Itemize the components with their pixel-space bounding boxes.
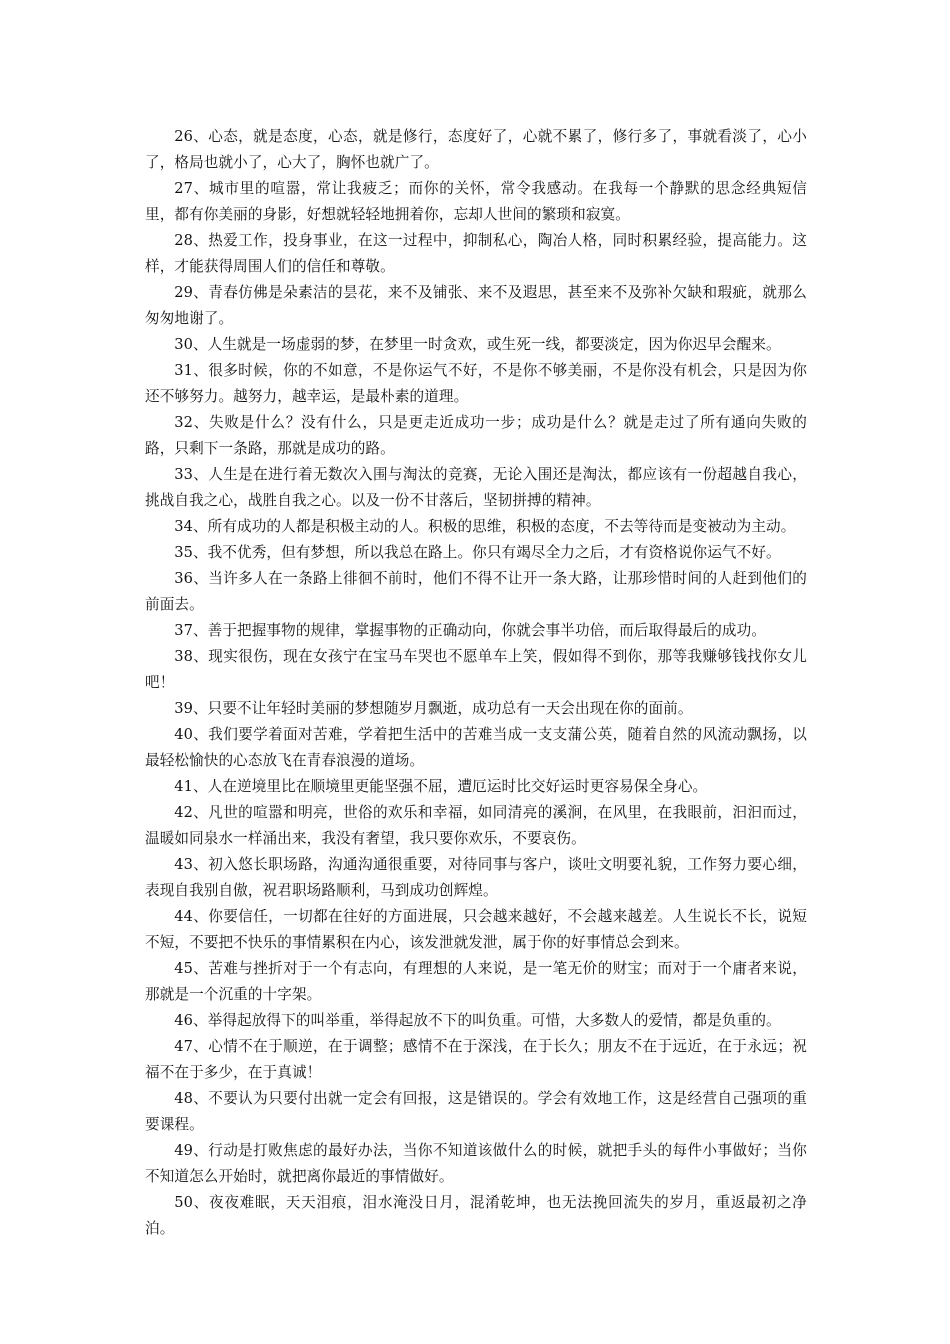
paragraph-47: 47、心情不在于顺逆，在于调整；感情不在于深浅，在于长久；朋友不在于远近，在于永远；祝福不在于多少，在于真诚！ bbox=[145, 1038, 807, 1081]
paragraph-50: 50、夜夜难眠，天天泪痕，泪水淹没日月，混淆乾坤，也无法挽回流失的岁月，重返最初之净泊。 bbox=[145, 1194, 807, 1237]
paragraph-33: 33、人生是在进行着无数次入围与淘汰的竞赛，无论入围还是淘汰，都应该有一份超越自我心，挑战自我之心，战胜自我之心。以及一份不甘落后，坚韧拼搏的精神。 bbox=[145, 466, 807, 509]
paragraph-26: 26、心态，就是态度，心态，就是修行，态度好了，心就不累了，修行多了，事就看淡了，心小了，格局也就小了，心大了，胸怀也就广了。 bbox=[145, 128, 807, 171]
paragraph-48: 48、不要认为只要付出就一定会有回报，这是错误的。学会有效地工作，这是经营自己强项的重要课程。 bbox=[145, 1090, 807, 1133]
paragraph-32: 32、失败是什么？没有什么，只是更走近成功一步；成功是什么？就是走过了所有通向失败的路，只剩下一条路，那就是成功的路。 bbox=[145, 414, 807, 457]
paragraph-40: 40、我们要学着面对苦难，学着把生活中的苦难当成一支支蒲公英，随着自然的风流动飘扬，以最轻松愉快的心态放飞在青春浪漫的道场。 bbox=[145, 726, 807, 769]
paragraph-46: 46、举得起放得下的叫举重，举得起放不下的叫负重。可惜，大多数人的爱情，都是负重的。 bbox=[174, 1012, 781, 1029]
paragraph-45: 45、苦难与挫折对于一个有志向，有理想的人来说，是一笔无价的财宝；而对于一个庸者来说，那就是一个沉重的十字架。 bbox=[145, 960, 807, 1003]
paragraph-42: 42、凡世的喧嚣和明亮，世俗的欢乐和幸福，如同清亮的溪涧，在风里，在我眼前，汩汩而过，温暖如同泉水一样涌出来，我没有奢望，我只要你欢乐，不要哀伤。 bbox=[145, 804, 807, 847]
paragraph-39: 39、只要不让年轻时美丽的梦想随岁月飘逝，成功总有一天会出现在你的面前。 bbox=[174, 700, 693, 717]
paragraph-27: 27、城市里的喧嚣，常让我疲乏；而你的关怀，常令我感动。在我每一个静默的思念经典短信里，都有你美丽的身影，好想就轻轻地拥着你，忘却人世间的繁琐和寂寞。 bbox=[145, 180, 807, 223]
paragraph-28: 28、热爱工作，投身事业，在这一过程中，抑制私心，陶冶人格，同时积累经验，提高能力。这样，才能获得周围人们的信任和尊敬。 bbox=[145, 232, 807, 275]
paragraph-37: 37、善于把握事物的规律，掌握事物的正确动向，你就会事半功倍，而后取得最后的成功。 bbox=[174, 622, 767, 639]
paragraph-38: 38、现实很伤，现在女孩宁在宝马车哭也不愿单车上笑，假如得不到你，那等我赚够钱找你女儿吧！ bbox=[145, 648, 807, 691]
paragraph-43: 43、初入悠长职场路，沟通沟通很重要，对待同事与客户，谈吐文明要礼貌，工作努力要心细，表现自我别自傲，祝君职场路顺利，马到成功创辉煌。 bbox=[145, 856, 807, 899]
paragraph-30: 30、人生就是一场虚弱的梦，在梦里一时贪欢，或生死一线，都要淡定，因为你迟早会醒来。 bbox=[174, 336, 781, 353]
paragraph-44: 44、你要信任，一切都在往好的方面进展，只会越来越好，不会越来越差。人生说长不长，说短不短，不要把不快乐的事情累积在内心，该发泄就发泄，属于你的好事情总会到来。 bbox=[145, 908, 807, 951]
paragraph-49: 49、行动是打败焦虑的最好办法，当你不知道该做什么的时候，就把手头的每件小事做好；当你不知道怎么开始时，就把离你最近的事情做好。 bbox=[145, 1142, 807, 1185]
paragraph-29: 29、青春仿佛是朵素洁的昙花，来不及铺张、来不及遐思，甚至来不及弥补欠缺和瑕疵，就那么匆匆地谢了。 bbox=[145, 284, 807, 327]
paragraph-35: 35、我不优秀，但有梦想，所以我总在路上。你只有竭尽全力之后，才有资格说你运气不好。 bbox=[174, 544, 781, 561]
paragraph-31: 31、很多时候，你的不如意，不是你运气不好，不是你不够美丽，不是你没有机会，只是因为你还不够努力。越努力，越幸运，是最朴素的道理。 bbox=[145, 362, 807, 405]
paragraph-34: 34、所有成功的人都是积极主动的人。积极的思维，积极的态度，不去等待而是变被动为主动。 bbox=[174, 518, 796, 535]
paragraph-36: 36、当许多人在一条路上徘徊不前时，他们不得不让开一条大路，让那珍惜时间的人赶到他们的前面去。 bbox=[145, 570, 807, 613]
paragraph-41: 41、人在逆境里比在顺境里更能坚强不屈，遭厄运时比交好运时更容易保全身心。 bbox=[174, 778, 708, 795]
document-body bbox=[145, 124, 807, 1242]
